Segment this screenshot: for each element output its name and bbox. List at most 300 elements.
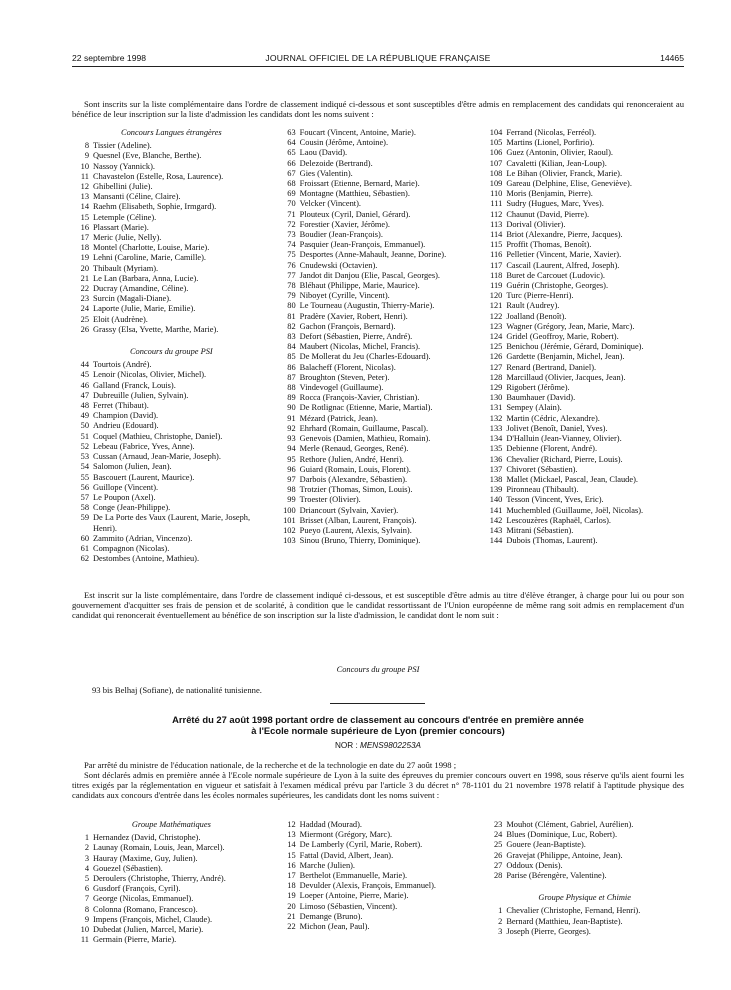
candidate-name: De Mollerat du Jeu (Charles-Edouard). — [299, 352, 431, 362]
list-item — [72, 894, 271, 904]
candidate-name: Conge (Jean-Philippe). — [93, 503, 171, 513]
list-item — [485, 393, 684, 403]
candidate-name: Foucart (Vincent, Antoine, Marie). — [299, 128, 416, 137]
rank-number: 72 — [287, 219, 296, 229]
list-item — [279, 403, 478, 413]
candidate-name: Nassoy (Yannick). — [93, 161, 155, 171]
list-item — [72, 391, 271, 401]
candidate-name: Demange (Bruno). — [299, 911, 363, 921]
list-item — [72, 401, 271, 411]
section-heading-psi-2: Concours du groupe PSI — [336, 665, 420, 674]
list-item — [72, 534, 271, 544]
rank-number: 46 — [80, 380, 89, 390]
list-item — [72, 315, 271, 325]
candidate-name: Sinou (Bruno, Thierry, Dominique). — [299, 536, 421, 546]
arrete-title-line-2: à l'Ecole normale supérieure de Lyon (premier concours) — [251, 725, 505, 736]
arrete-body-1: Par arrêté du ministre de l'éducation nationale, de la recherche et de la technologie en date du 27 août 1998 ; — [84, 760, 457, 770]
rank-number: 20 — [80, 263, 89, 273]
candidate-name: Tissier (Adeline). — [93, 141, 152, 151]
list-item — [279, 220, 478, 230]
header-rule — [72, 66, 684, 67]
rank-number: 24 — [80, 304, 89, 314]
list-item — [279, 891, 478, 901]
candidate-name: Rigobert (Jérôme). — [506, 383, 570, 393]
list-item — [72, 905, 271, 915]
candidate-name: Berthelot (Emmanuelle, Marie). — [299, 871, 408, 881]
list-item — [485, 128, 684, 138]
list-item — [485, 189, 684, 199]
candidate-name: Colonna (Romano, Francesco). — [93, 904, 198, 914]
rank-number: 22 — [80, 284, 89, 294]
rank-number: 99 — [287, 495, 296, 505]
rank-number: 65 — [287, 148, 296, 158]
rank-number: 127 — [489, 362, 503, 372]
arrete-body-2: Sont déclarés admis en première année à l'Ecole normale supérieure de Lyon à la suite des épreuves du premier concours ouvert en 1998, sous réserve qu'ils aient fourni les titres exigés par la réglementation en vigueur et satisfait à l'examen médical prévu par l'article 3 du décret n° 78-1101 du 21 novembre 1978 relatif à l'aptitude physique des candidats aux concours d'entrée dans les écoles normales supérieures, les candidats dont les noms suivent : — [72, 770, 684, 800]
rank-number: 94 — [287, 444, 296, 454]
list-item — [485, 210, 684, 220]
list-item — [485, 159, 684, 169]
candidate-name: Mouhot (Clément, Gabriel, Aurélien). — [506, 820, 634, 829]
list-item — [485, 861, 684, 871]
list-item — [72, 141, 271, 151]
rank-number: 27 — [493, 860, 503, 870]
header-journal-title: JOURNAL OFFICIEL DE LA RÉPUBLIQUE FRANÇAISE — [265, 53, 491, 63]
list-item — [279, 902, 478, 912]
rank-number: 69 — [287, 189, 296, 199]
rank-number: 14 — [80, 202, 89, 212]
rank-number: 105 — [489, 138, 503, 148]
list-item — [279, 322, 478, 332]
list-item — [279, 383, 478, 393]
list-item — [72, 151, 271, 161]
candidate-name: Jandot dit Danjou (Elie, Pascal, Georges). — [299, 270, 440, 280]
rank-number: 122 — [489, 311, 503, 321]
rank-number: 83 — [287, 332, 296, 342]
list-item — [72, 554, 271, 564]
candidate-name: Broughton (Steven, Peter). — [299, 372, 390, 382]
rank-number: 96 — [287, 464, 296, 474]
rank-number: 4 — [84, 863, 89, 873]
rank-number: 22 — [287, 922, 296, 932]
candidate-name: Marche (Julien). — [299, 860, 356, 870]
list-item — [72, 233, 271, 243]
list-item — [72, 360, 271, 370]
candidate-name: Thibault (Myriam). — [93, 263, 159, 273]
list-item — [279, 332, 478, 342]
list-item — [279, 230, 478, 240]
candidate-name: Pradère (Xavier, Robert, Henri). — [299, 311, 408, 321]
rank-number: 28 — [493, 871, 503, 881]
arrete-title — [90, 714, 666, 736]
section-heading: Groupe Physique et Chimie — [538, 893, 631, 903]
candidate-name: Maubert (Nicolas, Michel, Francis). — [299, 342, 421, 352]
rank-number: 17 — [80, 233, 89, 243]
candidate-name: Defort (Sébastien, Pierre, André). — [299, 332, 413, 342]
candidate-name: Darbois (Alexandre, Sébastien). — [299, 474, 408, 484]
rank-number: 68 — [287, 179, 296, 189]
list-item — [485, 506, 684, 516]
rank-number: 2 — [498, 916, 503, 926]
rank-number: 61 — [80, 543, 89, 553]
candidate-name: Joseph (Pierre, Georges). — [506, 926, 591, 936]
candidate-name: Champion (David). — [93, 411, 159, 421]
list-item — [485, 820, 684, 830]
rank-number: 26 — [80, 324, 89, 334]
candidate-name: Pueyo (Laurent, Alexis, Sylvain). — [299, 525, 412, 535]
rank-number: 60 — [80, 533, 89, 543]
list-item — [279, 871, 478, 881]
candidate-name: Ferrand (Nicolas, Ferréol). — [506, 128, 597, 137]
list-item — [72, 381, 271, 391]
list-item — [72, 172, 271, 182]
candidate-name: Mézard (Patrick, Jean). — [299, 413, 378, 423]
list-item — [485, 230, 684, 240]
list-item — [485, 526, 684, 536]
list-item — [72, 843, 271, 853]
list-item — [485, 383, 684, 393]
candidate-name: Montel (Charlotte, Louise, Marie). — [93, 243, 210, 253]
candidate-name: Renard (Bertrand, Daniel). — [506, 362, 597, 372]
rank-number: 86 — [287, 362, 296, 372]
rank-number: 23 — [80, 294, 89, 304]
rank-number: 133 — [489, 423, 503, 433]
list-item — [72, 192, 271, 202]
candidate-name: Ferret (Thibaut). — [93, 401, 149, 411]
list-item — [72, 864, 271, 874]
rank-number: 67 — [287, 168, 296, 178]
list-item — [485, 516, 684, 526]
list-column — [72, 128, 279, 564]
rank-number: 59 — [80, 513, 89, 523]
list-item — [279, 922, 478, 932]
list-item — [72, 432, 271, 442]
candidate-name: Rethore (Julien, André, Henri). — [299, 454, 404, 464]
candidate-name: Gardette (Benjamin, Michel, Jean). — [506, 352, 625, 362]
candidate-name: Chevalier (Richard, Pierre, Louis). — [506, 454, 623, 464]
candidate-name: Laou (David). — [299, 148, 348, 158]
rank-number: 53 — [80, 452, 89, 462]
candidate-name: Sempey (Alain). — [506, 403, 562, 413]
rank-number: 3 — [498, 926, 503, 936]
nor-reference — [72, 741, 684, 750]
candidate-name: Gies (Valentin). — [299, 168, 353, 178]
rank-number: 12 — [287, 820, 296, 829]
rank-number: 111 — [490, 199, 503, 209]
intro-text-2: Est inscrit sur la liste complémentaire, dans l'ordre de classement indiqué ci-dessous, et est susceptible d'être admis au titre d'élève étranger, à charge pour lui ou pour son gouvernement d'acquitter ses frais de pension et de scolarité, à condition que le candidat ressortissant de l'Union européenne de même rang soit admis en remplacement d'un candidat qui renoncerait éventuellement au bénéfice de son inscription sur la liste d'admission, le candidat dont le nom suit : — [72, 590, 684, 620]
rank-number: 50 — [80, 421, 89, 431]
list-item — [279, 179, 478, 189]
list-item — [279, 465, 478, 475]
rank-number: 78 — [287, 281, 296, 291]
list-item — [279, 138, 478, 148]
candidate-name: Briot (Alexandre, Pierre, Jacques). — [506, 230, 623, 240]
rank-number: 112 — [490, 209, 503, 219]
list-item — [72, 370, 271, 380]
list-item — [72, 223, 271, 233]
candidate-name: Forestier (Xavier, Jérôme). — [299, 219, 391, 229]
rank-number: 77 — [287, 270, 296, 280]
candidate-name: Driancourt (Sylvain, Xavier). — [299, 505, 399, 515]
rank-number: 138 — [489, 474, 503, 484]
candidate-name: Proffit (Thomas, Benoît). — [506, 240, 592, 250]
candidate-name: De Lamberly (Cyril, Marie, Robert). — [299, 840, 423, 850]
candidate-name: D'Halluin (Jean-Vianney, Olivier). — [506, 434, 622, 444]
list-item — [485, 169, 684, 179]
candidate-name: Salomon (Julien, Jean). — [93, 462, 172, 472]
rank-number: 110 — [490, 189, 503, 199]
list-item — [72, 503, 271, 513]
list-item — [279, 342, 478, 352]
list-item — [72, 544, 271, 554]
candidate-name: Balacheff (Florent, Nicolas). — [299, 362, 396, 372]
list-item — [279, 526, 478, 536]
candidate-name: Sudry (Hugues, Marc, Yves). — [506, 199, 604, 209]
candidate-name: Jolivet (Benoît, Daniel, Yves). — [506, 423, 608, 433]
list-item — [485, 424, 684, 434]
rank-number: 84 — [287, 342, 296, 352]
candidate-name: Le Bihan (Olivier, Franck, Marie). — [506, 168, 623, 178]
candidate-name: Dubois (Thomas, Laurent). — [506, 536, 598, 546]
candidate-name: Hernandez (David, Christophe). — [93, 833, 201, 843]
rank-number: 132 — [489, 413, 503, 423]
list-item — [485, 363, 684, 373]
list-item — [485, 917, 684, 927]
rank-number: 142 — [489, 515, 503, 525]
page-header — [72, 53, 684, 67]
rank-number: 113 — [490, 219, 503, 229]
list-item — [279, 830, 478, 840]
list-item — [485, 871, 684, 881]
rank-number: 12 — [80, 182, 89, 192]
rank-number: 25 — [80, 314, 89, 324]
list-item — [72, 884, 271, 894]
candidate-name: Letemple (Céline). — [93, 212, 157, 222]
rank-number: 9 — [84, 151, 89, 161]
section-heading: Groupe Mathématiques — [131, 820, 211, 829]
admitted-list-columns — [72, 820, 684, 945]
candidate-name: Bernard (Matthieu, Jean-Baptiste). — [506, 916, 623, 926]
rank-number: 89 — [287, 393, 296, 403]
rank-number: 76 — [287, 260, 296, 270]
list-item — [485, 485, 684, 495]
list-item — [72, 483, 271, 493]
candidate-name: Ehrhard (Romain, Guillaume, Pascal). — [299, 423, 429, 433]
candidate-name: Delezoide (Bertrand). — [299, 158, 373, 168]
candidate-name: Pasquier (Jean-François, Emmanuel). — [299, 240, 426, 250]
rank-number: 128 — [489, 372, 503, 382]
list-item — [485, 240, 684, 250]
list-item — [279, 128, 478, 138]
rank-number: 134 — [489, 434, 503, 444]
candidate-name: Guiard (Romain, Louis, Florent). — [299, 464, 411, 474]
rank-number: 13 — [80, 192, 89, 202]
candidate-name: Benichou (Jérémie, Gérard, Dominique). — [506, 342, 644, 352]
list-item — [72, 253, 271, 263]
rank-number: 9 — [84, 914, 89, 924]
candidate-name: Froissart (Etienne, Bernard, Marie). — [299, 179, 420, 189]
candidate-name: Cascail (Laurent, Alfred, Joseph). — [506, 260, 620, 270]
list-item — [485, 536, 684, 546]
candidate-name: George (Nicolas, Emmanuel). — [93, 894, 194, 904]
list-item — [485, 220, 684, 230]
rank-number: 123 — [489, 321, 503, 331]
list-item — [279, 281, 478, 291]
list-column — [485, 128, 684, 564]
rank-number: 21 — [80, 273, 89, 283]
candidate-name: Quesnel (Eve, Blanche, Berthe). — [93, 151, 202, 161]
list-item — [279, 820, 478, 830]
entry-93-bis: 93 bis Belhaj (Sofiane), de nationalité tunisienne. — [92, 685, 262, 695]
rank-number: 118 — [490, 270, 503, 280]
list-item — [485, 434, 684, 444]
rank-number: 71 — [287, 209, 296, 219]
header-date: 22 septembre 1998 — [72, 53, 147, 63]
rank-number: 91 — [287, 413, 296, 423]
candidate-name: Raehm (Elisabeth, Sophie, Irmgard). — [93, 202, 217, 212]
rank-number: 108 — [489, 168, 503, 178]
candidate-name: Germain (Pierre, Marie). — [93, 935, 177, 945]
list-item — [279, 271, 478, 281]
rank-number: 15 — [287, 850, 296, 860]
candidate-name: Guérin (Christophe, Georges). — [506, 281, 609, 291]
rank-number: 16 — [287, 860, 296, 870]
arrete-body — [72, 760, 684, 800]
list-item — [72, 284, 271, 294]
rank-number: 136 — [489, 454, 503, 464]
list-item — [279, 148, 478, 158]
rank-number: 48 — [80, 401, 89, 411]
rank-number: 137 — [489, 464, 503, 474]
list-item — [485, 322, 684, 332]
candidate-name: Moris (Benjamin, Pierre). — [506, 189, 593, 199]
candidate-name: Desportes (Anne-Mahault, Jeanne, Dorine). — [299, 250, 447, 260]
candidate-name: Wagner (Grégory, Jean, Marie, Marc). — [506, 321, 635, 331]
rank-number: 63 — [287, 128, 296, 137]
candidate-name: Gusdorf (François, Cyril). — [93, 884, 181, 894]
candidate-name: Lescouzères (Raphaël, Carlos). — [506, 515, 611, 525]
list-item — [485, 851, 684, 861]
rank-number: 7 — [84, 894, 89, 904]
list-item — [72, 854, 271, 864]
arrete-title-line-1: Arrêté du 27 août 1998 portant ordre de classement au concours d'entrée en première année — [172, 714, 584, 725]
list-item — [279, 840, 478, 850]
list-item — [485, 830, 684, 840]
candidate-name: De La Porte des Vaux (Laurent, Marie, Joseph, Henri). — [93, 513, 251, 533]
rank-number: 79 — [287, 291, 296, 301]
list-item — [485, 281, 684, 291]
candidate-name: Cnudewski (Octavien). — [299, 260, 378, 270]
rank-number: 129 — [489, 383, 503, 393]
rank-number: 87 — [287, 372, 296, 382]
rank-number: 64 — [287, 138, 296, 148]
list-item — [485, 475, 684, 485]
list-item — [72, 182, 271, 192]
rank-number: 26 — [493, 850, 503, 860]
rank-number: 70 — [287, 199, 296, 209]
list-item — [485, 312, 684, 322]
rank-number: 131 — [489, 403, 503, 413]
list-item — [279, 393, 478, 403]
list-item — [279, 363, 478, 373]
rank-number: 1 — [498, 906, 503, 916]
candidate-name: Cavaletti (Kilian, Jean-Loup). — [506, 158, 607, 168]
rank-number: 130 — [489, 393, 503, 403]
list-item — [279, 301, 478, 311]
list-item — [279, 475, 478, 485]
candidate-name: Dorival (Olivier). — [506, 219, 566, 229]
rank-number: 143 — [489, 525, 503, 535]
rank-number: 14 — [287, 840, 296, 850]
candidate-name: Lehni (Caroline, Marie, Camille). — [93, 253, 207, 263]
rank-number: 124 — [489, 332, 503, 342]
rank-number: 95 — [287, 454, 296, 464]
list-item — [279, 189, 478, 199]
rank-number: 85 — [287, 352, 296, 362]
rank-number: 56 — [80, 482, 89, 492]
candidate-name: Limoso (Sébastien, Vincent). — [299, 901, 398, 911]
list-item — [485, 444, 684, 454]
candidate-name: Coquel (Mathieu, Christophe, Daniel). — [93, 431, 223, 441]
candidate-name: Le Poupon (Axel). — [93, 492, 156, 502]
list-item — [485, 199, 684, 209]
candidate-name: Joalland (Benoît). — [506, 311, 567, 321]
list-item — [485, 138, 684, 148]
section-heading: Concours du groupe PSI — [129, 347, 213, 357]
rank-number: 74 — [287, 240, 296, 250]
rank-number: 126 — [489, 352, 503, 362]
list-item — [72, 325, 271, 335]
candidate-name: Plouteux (Cyril, Daniel, Gérard). — [299, 209, 411, 219]
rank-number: 121 — [489, 301, 503, 311]
list-item — [279, 912, 478, 922]
list-item — [279, 159, 478, 169]
list-item — [485, 250, 684, 260]
candidate-name: Le Lan (Barbara, Anna, Lucie). — [93, 273, 199, 283]
candidate-name: Martin (Cédric, Alexandre). — [506, 413, 600, 423]
nor-code: MENS9802253A — [360, 741, 422, 750]
candidate-name: Montagne (Matthieu, Sébastien). — [299, 189, 410, 199]
candidate-name: Launay (Romain, Louis, Jean, Marcel). — [93, 843, 225, 853]
rank-number: 54 — [80, 462, 89, 472]
list-item — [279, 373, 478, 383]
list-column — [279, 820, 486, 945]
candidate-name: Martins (Lionel, Porfirio). — [506, 138, 595, 148]
list-item — [279, 434, 478, 444]
rank-number: 45 — [80, 370, 89, 380]
intro-paragraph-1 — [72, 99, 684, 119]
candidate-name: Chavastelon (Estelle, Rosa, Laurence). — [93, 171, 224, 181]
candidate-name: Blues (Dominique, Luc, Robert). — [506, 830, 618, 840]
list-item — [72, 833, 271, 843]
rank-number: 102 — [283, 525, 296, 535]
candidate-name: Gridel (Geoffroy, Marie, Robert). — [506, 332, 619, 342]
candidate-name: Trotzier (Thomas, Simon, Louis). — [299, 485, 413, 495]
rank-number: 106 — [489, 148, 503, 158]
candidate-name: Tesson (Vincent, Yves, Eric). — [506, 495, 604, 505]
candidate-name: Brisset (Alban, Laurent, François). — [299, 515, 417, 525]
list-item — [279, 291, 478, 301]
candidate-name: Lenoir (Nicolas, Olivier, Michel). — [93, 370, 207, 380]
list-item — [279, 312, 478, 322]
list-item — [279, 851, 478, 861]
list-item — [485, 927, 684, 937]
list-item — [72, 411, 271, 421]
candidate-name: Impens (François, Michel, Claude). — [93, 914, 213, 924]
rank-number: 73 — [287, 230, 296, 240]
list-column — [72, 820, 279, 945]
list-item — [72, 935, 271, 945]
candidate-name: Turc (Pierre-Henri). — [506, 291, 574, 301]
